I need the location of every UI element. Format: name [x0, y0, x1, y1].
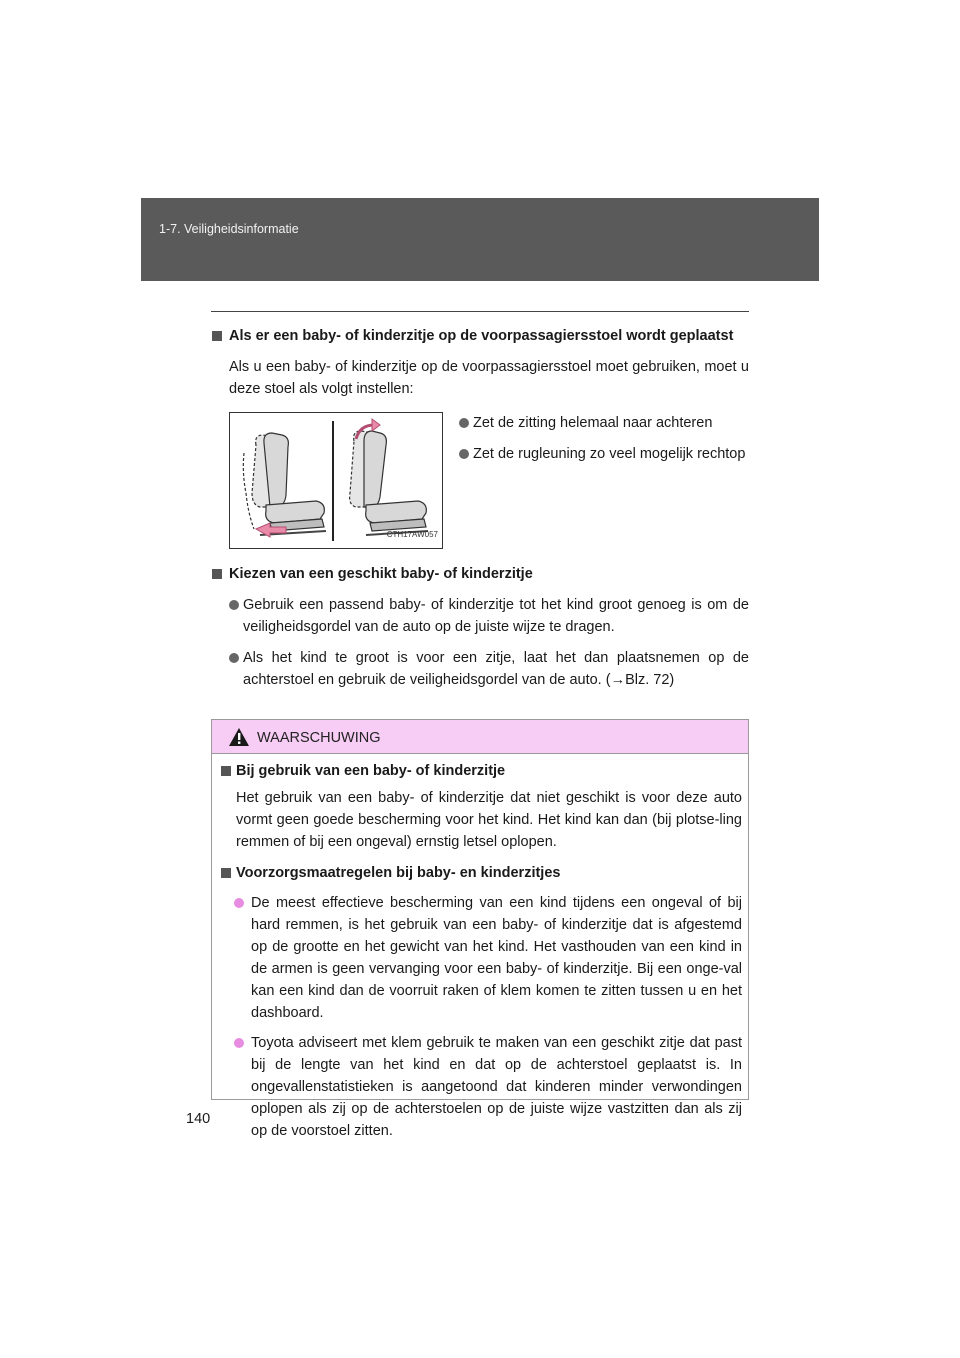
list-item — [220, 892, 742, 1024]
warning-heading-precautions — [220, 862, 742, 884]
warning-title: WAARSCHUWING — [257, 730, 381, 746]
page-number: 140 — [186, 1111, 211, 1127]
heading-text: Kiezen van een geschikt baby- of kinderzitje — [229, 566, 533, 582]
section-title: 1-7. Veiligheidsinformatie — [159, 222, 299, 236]
main-content — [211, 325, 749, 691]
list-item-text: De meest effectieve bescherming van een kind tijdens een ongeval of bij hard remmen, is het gebruik van een baby- of kinderzitje dat is afgestemd op de grootte en het gewicht van het kind. Het vasthouden van een kind in de armen is geen vervanging voor een baby- of kinderzitje. Bij een onge-val kan een kind dan de voorruit raken of klem komen te zitten tussen u en het dashboard. — [251, 895, 742, 1021]
square-bullet-icon — [212, 331, 222, 341]
section-heading-choose-seat — [211, 563, 749, 585]
warning-triangle-icon — [228, 727, 250, 747]
round-bullet-icon — [234, 1038, 244, 1048]
warning-body — [212, 754, 748, 1142]
warning-paragraph: Het gebruik van een baby- of kinderzitje dat niet geschikt is voor deze auto vormt geen goede bescherming voor het kind. Het kind kan dan (bij plotse-ling remmen of bij een ongeval) ernstig letsel oplopen. — [236, 790, 742, 850]
section-heading-front-seat — [211, 325, 749, 347]
list-item-text: Toyota adviseert met klem gebruik te maken van een geschikt zitje dat past bij de lengte van het kind en dat op de achterstoel geplaatst is. In ongevallenstatistieken is aangetoond dat kinderen minder verwondingen oplopen als zij op de achterstoelen op de juiste wijze vastzitten dan als zij op de voorstoel zitten. — [251, 1035, 742, 1139]
round-bullet-icon — [229, 653, 239, 663]
figure-code: CTH17AW057 — [386, 530, 438, 539]
heading-text: Voorzorgsmaatregelen bij baby- en kinderzitjes — [236, 865, 561, 881]
list-item-text: Zet de zitting helemaal naar achteren — [473, 415, 713, 431]
intro-paragraph: Als u een baby- of kinderzitje op de voorpassagiersstoel moet gebruiken, moet u deze stoel als volgt instellen: — [229, 359, 749, 397]
figure-row — [211, 412, 749, 557]
section-header-bar — [141, 198, 819, 281]
list-item-text: Zet de rugleuning zo veel mogelijk rechtop — [473, 446, 746, 462]
seat-adjustment-list — [443, 412, 749, 474]
square-bullet-icon — [221, 766, 231, 776]
list-item — [220, 1032, 742, 1142]
warning-box — [211, 719, 749, 1139]
heading-text: Als er een baby- of kinderzitje op de voorpassagiersstoel wordt geplaatst — [229, 328, 734, 344]
list-item — [211, 594, 749, 638]
list-item — [443, 412, 749, 434]
square-bullet-icon — [221, 868, 231, 878]
section-choose-seat — [211, 563, 749, 691]
round-bullet-icon — [234, 898, 244, 908]
round-bullet-icon — [459, 418, 469, 428]
list-item — [443, 443, 749, 465]
warning-header — [212, 720, 748, 754]
list-item — [211, 647, 749, 691]
round-bullet-icon — [459, 449, 469, 459]
round-bullet-icon — [229, 600, 239, 610]
list-item-text: Gebruik een passend baby- of kinderzitje tot het kind groot genoeg is om de veiligheidsgordel van de auto op de juiste wijze te dragen. — [243, 597, 749, 635]
heading-text: Bij gebruik van een baby- of kinderzitje — [236, 763, 506, 779]
square-bullet-icon — [212, 569, 222, 579]
seat-adjustment-illustration — [229, 412, 443, 549]
list-item-text: Als het kind te groot is voor een zitje, laat het dan plaatsnemen op de achterstoel en gebruik de veiligheidsgordel van de auto. (→Blz. 72) — [243, 650, 749, 688]
section-divider — [211, 311, 749, 312]
warning-heading-use — [220, 760, 742, 782]
